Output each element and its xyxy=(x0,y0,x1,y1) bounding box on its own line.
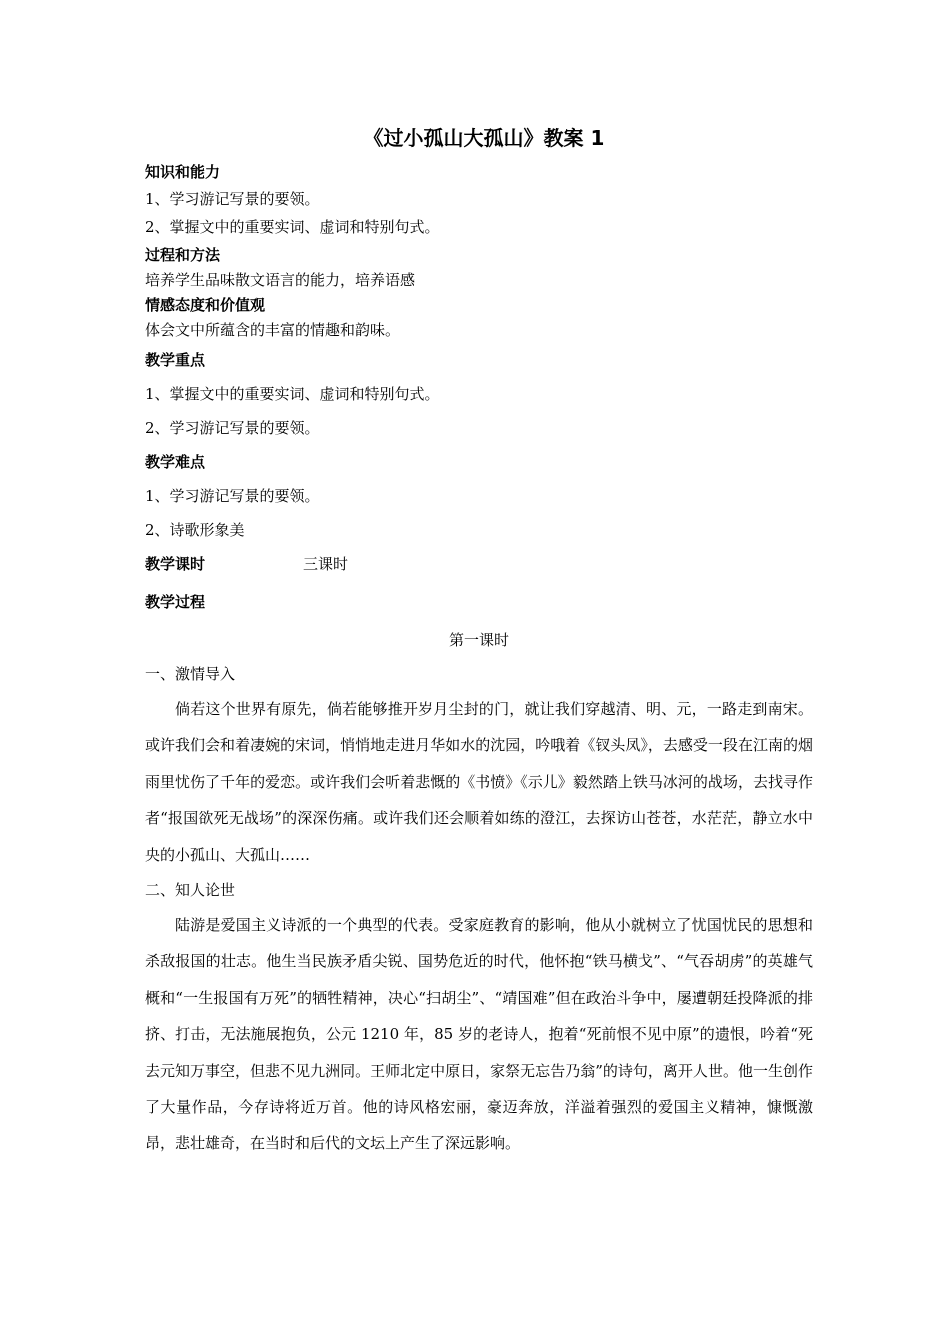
document-title: 《过小孤山大孤山》教案 1 xyxy=(363,126,605,150)
difficult-point-item-2: 2、诗歌形象美 xyxy=(145,521,245,539)
section-heading-class-hours: 教学课时 xyxy=(145,555,206,573)
key-point-item-2: 2、学习游记写景的要领。 xyxy=(145,419,320,437)
author-paragraph: 陆游是爱国主义诗派的一个典型的代表。受家庭教育的影响，他从小就树立了忧国忧民的思想和杀敌报国的壮志。他生当民族矛盾尖锐、国势危近的时代，他怀抱“铁马横戈”、“气吞胡虏”的英雄气概和“一生报国有万死”的牺牲精神，决心“扫胡尘”、“靖国难”但在政治斗争中，屡遭朝廷投降派的排挤、打击，无法施展抱负，公元 1210 年，85 岁的老诗人，抱着“死前恨不见中原”的遗恨，吟着“死去元知万事空，但悲不见九洲同。王师北定中原日，家祭无忘告乃翁”的诗句，离开人世。他一生创作了大量作品，今存诗将近万首。他的诗风格宏丽，豪迈奔放，洋溢着强烈的爱国主义精神，慷慨激昂，悲壮雄奇，在当时和后代的文坛上产生了深远影响。 xyxy=(145,916,813,1153)
difficult-point-item-1: 1、学习游记写景的要领。 xyxy=(145,487,320,505)
lesson-label: 第一课时 xyxy=(448,631,509,649)
section-heading-process-method: 过程和方法 xyxy=(145,246,221,264)
knowledge-item-2: 2、掌握文中的重要实词、虚词和特别句式。 xyxy=(145,218,440,236)
knowledge-item-1: 1、学习游记写景的要领。 xyxy=(145,190,320,208)
part-heading-author: 二、知人论世 xyxy=(145,881,236,900)
part-heading-intro: 一、激情导入 xyxy=(145,665,236,683)
section-heading-difficult-points: 教学难点 xyxy=(145,453,206,471)
attitude-text: 体会文中所蕴含的丰富的情趣和韵味。 xyxy=(145,321,401,339)
section-heading-key-points: 教学重点 xyxy=(145,351,206,369)
section-heading-teaching-process: 教学过程 xyxy=(145,593,206,611)
process-method-text: 培养学生品味散文语言的能力，培养语感 xyxy=(145,271,416,289)
document-body xyxy=(145,120,813,1162)
section-heading-attitude: 情感态度和价值观 xyxy=(145,296,266,314)
intro-paragraph: 倘若这个世界有原先，倘若能够推开岁月尘封的门，就让我们穿越清、明、元，一路走到南宋。或许我们会和着凄婉的宋词，悄悄地走进月华如水的沈园，吟哦着《钗头凤》，去感受一段在江南的烟雨里忧伤了千年的爱恋。或许我们会听着悲慨的《书愤》《示儿》毅然踏上铁马冰河的战场，去找寻作者“报国欲死无战场”的深深伤痛。或许我们还会顺着如练的澄江，去探访山苍苍，水茫茫，静立水中央的小孤山、大孤山…… xyxy=(145,700,813,864)
section-heading-knowledge: 知识和能力 xyxy=(145,163,221,181)
key-point-item-1: 1、掌握文中的重要实词、虚词和特别句式。 xyxy=(145,385,440,403)
class-hours-row xyxy=(145,547,813,581)
class-hours-value: 三课时 xyxy=(303,555,349,573)
